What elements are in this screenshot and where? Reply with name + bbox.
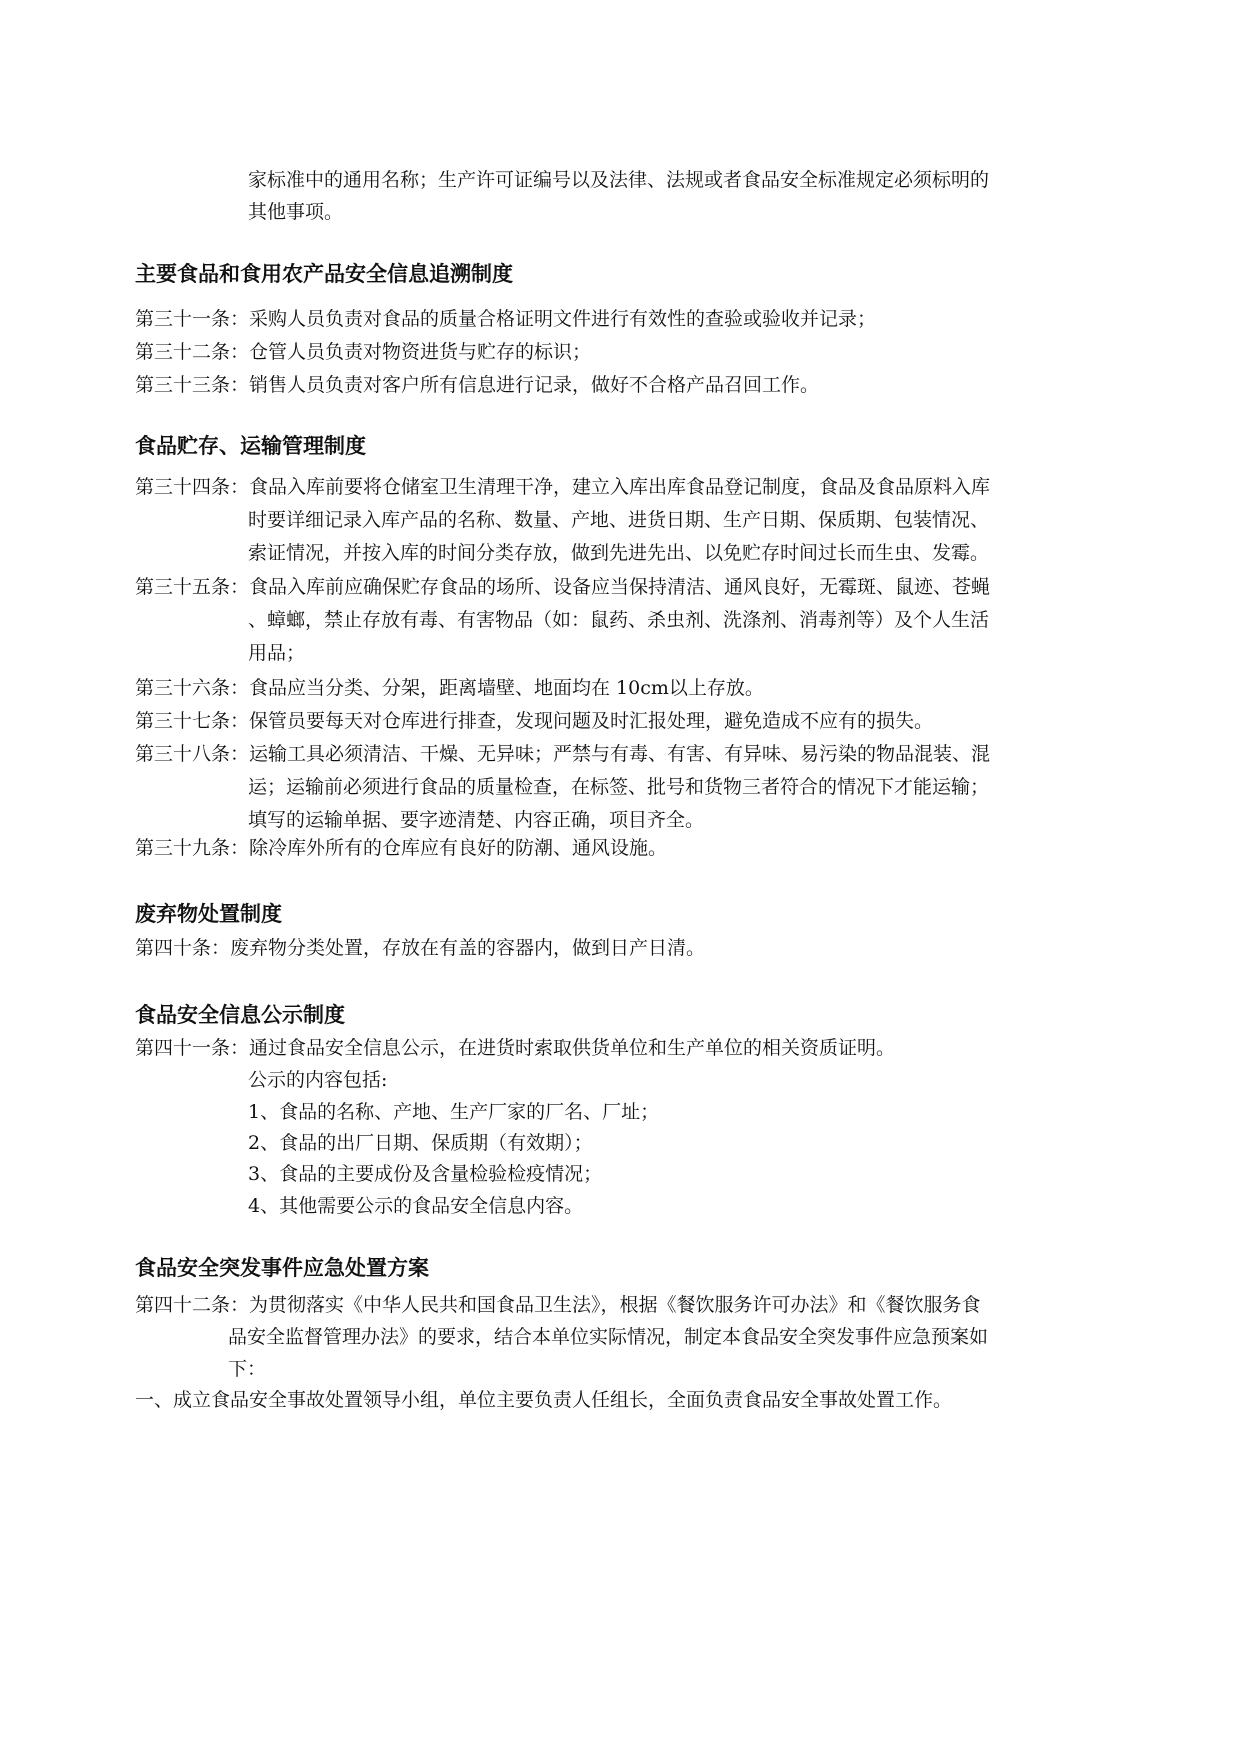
article [135,676,764,700]
list-intro: 公示的内容包括: [248,1069,388,1091]
continuation-line: 其他事项。 [248,201,344,223]
section-heading: 食品安全信息公示制度 [135,1003,345,1027]
article-text: 用品； [248,642,306,664]
article-label: 第三十七条： [135,710,250,732]
article [135,936,705,960]
article-text: 食品入库前应确保贮存食品的场所、设备应当保持清洁、通风良好，无霉斑、鼠迹、苍蝇 [249,576,991,598]
article-text: 运；运输前必须进行食品的质量检查，在标签、批号和货物三者符合的情况下才能运输； [248,776,990,798]
article-label: 第四十二条： [135,1294,250,1316]
list-item: 2、食品的出厂日期、保质期（有效期）； [248,1132,593,1154]
article-text: 废弃物分类处置，存放在有盖的容器内，做到日产日清。 [230,937,706,959]
article-text: 品安全监督管理办法》的要求，结合本单位实际情况，制定本食品安全突发事件应急预案如 [228,1326,989,1348]
numbered-item: 一、成立食品安全事故处置领导小组，单位主要负责人任组长，全面负责食品安全事故处置工作。 [135,1389,953,1411]
article-text: 通过食品安全信息公示，在进货时索取供货单位和生产单位的相关资质证明。 [249,1037,896,1059]
article [135,340,591,364]
article-text: 为贯彻落实《中华人民共和国食品卫生法》，根据《餐饮服务许可办法》和《餐饮服务食 [249,1294,981,1316]
article-label: 第三十九条： [135,837,250,859]
article-text: 仓管人员负责对物资进货与贮存的标识； [249,341,592,363]
article [135,709,933,733]
article [135,475,990,499]
article-text: 填写的运输单据、要字迹清楚、内容正确，项目齐全。 [248,809,705,831]
section-heading: 废弃物处置制度 [135,902,282,926]
section-heading: 主要食品和食用农产品安全信息追溯制度 [135,262,513,286]
article-label: 第四十条： [135,937,231,959]
article [135,836,667,860]
article-text: 运输工具必须清洁、干燥、无异味；严禁与有毒、有害、有异味、易污染的物品混装、混 [249,743,991,765]
article-text: 、蟑螂，禁止存放有毒、有害物品（如：鼠药、杀虫剂、洗涤剂、消毒剂等）及个人生活 [248,609,990,631]
article-label: 第四十一条： [135,1037,250,1059]
article [135,742,990,766]
article-label: 第三十一条： [135,308,250,330]
article-text: 食品入库前要将仓储室卫生清理干净，建立入库出库食品登记制度，食品及食品原料入库 [249,476,991,498]
list-item: 4、其他需要公示的食品安全信息内容。 [248,1195,584,1217]
article-text: 下： [228,1358,267,1380]
list-item: 1、食品的名称、产地、生产厂家的厂名、厂址； [248,1101,660,1123]
section-heading: 食品贮存、运输管理制度 [135,434,366,458]
article-label: 第三十四条： [135,476,250,498]
article [135,575,990,599]
article [135,1036,895,1060]
article-text: 采购人员负责对食品的质量合格证明文件进行有效性的查验或验收并记录； [249,308,877,330]
article-label: 第三十八条： [135,743,250,765]
article-text: 除冷库外所有的仓库应有良好的防潮、通风设施。 [249,837,668,859]
article-label: 第三十六条： [135,677,250,699]
article [135,1293,981,1317]
article-text: 销售人员负责对客户所有信息进行记录，做好不合格产品召回工作。 [249,374,820,396]
article-label: 第三十三条： [135,374,250,396]
continuation-line: 家标准中的通用名称；生产许可证编号以及法律、法规或者食品安全标准规定必须标明的 [248,169,990,191]
article-text: 食品应当分类、分架，距离墙壁、地面均在 10cm以上存放。 [249,677,764,699]
article-text: 索证情况，并按入库的时间分类存放，做到先进先出、以免贮存时间过长而生虫、发霉。 [248,542,990,564]
article-text: 保管员要每天对仓库进行排查，发现问题及时汇报处理，避免造成不应有的损失。 [249,710,934,732]
article-text: 时要详细记录入库产品的名称、数量、产地、进货日期、生产日期、保质期、包装情况、 [248,509,990,531]
article-label: 第三十二条： [135,341,250,363]
article [135,307,876,331]
article [135,373,819,397]
article-label: 第三十五条： [135,576,250,598]
section-heading: 食品安全突发事件应急处置方案 [135,1256,429,1280]
list-item: 3、食品的主要成份及含量检验检疫情况； [248,1163,603,1185]
